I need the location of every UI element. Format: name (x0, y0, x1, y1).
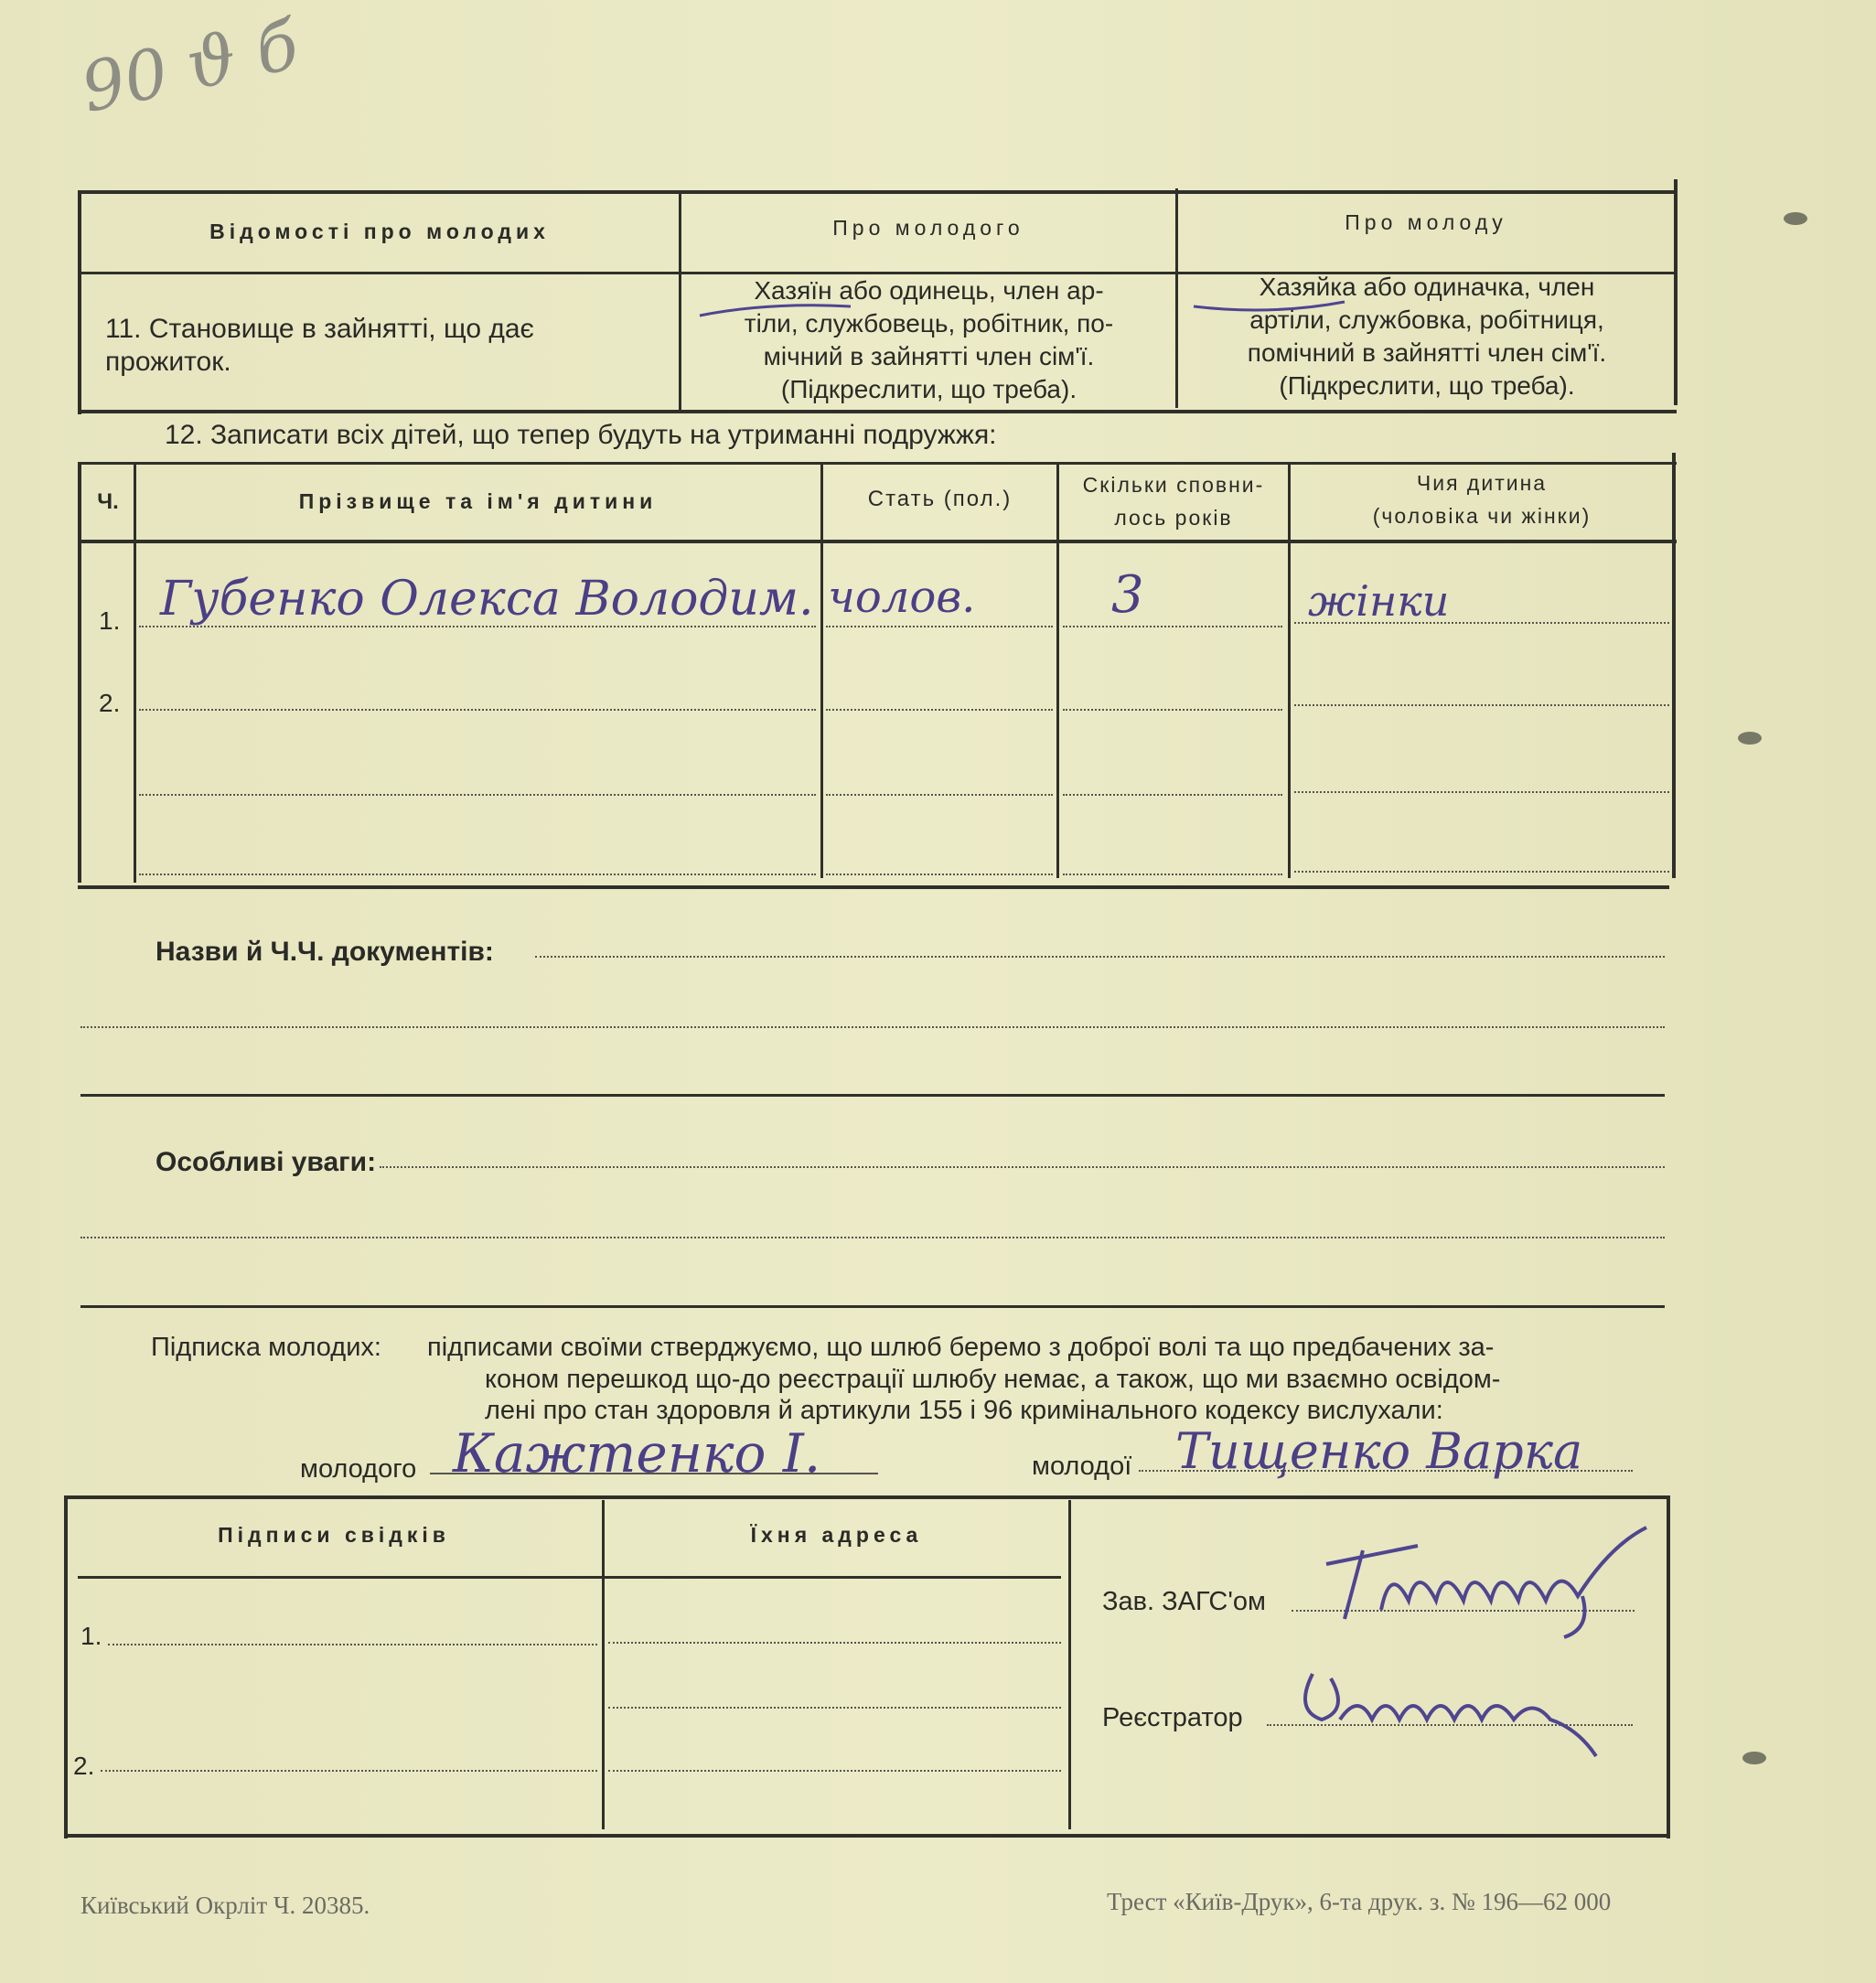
header-info-about-couple: Відомості про молодих (209, 220, 550, 243)
documents-line (535, 956, 1665, 958)
witnesses-signatures-header: Підписи свідків (218, 1523, 450, 1547)
col-name-header: Прізвище та ім'я дитини (298, 489, 658, 513)
punch-hole (1784, 212, 1807, 225)
zags-head-signature (1308, 1509, 1674, 1646)
col-number-header: Ч. (97, 489, 119, 514)
declaration-line-3: лені про стан здоровля й артикули 155 і 96 кримінального кодексу вислухали: (485, 1396, 1443, 1425)
documents-label: Назви й Ч.Ч. документів: (155, 937, 494, 967)
child-name-entry: Губенко Олекса Володим. (160, 572, 814, 627)
remarks-line (380, 1166, 1665, 1168)
bride-occupation-options: Хазяйка або одиначка, член артіли, службовка, робітниця, помічний в зайнятті член сім'ї. (Підкреслити, що треба). (1247, 273, 1607, 400)
child-whose-entry: жінки (1308, 576, 1450, 626)
registrar-signature (1285, 1656, 1633, 1774)
groom-signature-label: молодого (300, 1454, 417, 1484)
col-whose-header: Чия дитина (чоловіка чи жінки) (1372, 471, 1592, 528)
footer-printer: Трест «Київ-Друк», 6-та друк. з. № 196—62 000 (1107, 1888, 1612, 1915)
groom-signature: Кажтенко І. (453, 1422, 821, 1485)
punch-hole (1742, 1752, 1766, 1764)
witnesses-address-header: Їхня адреса (750, 1523, 923, 1547)
pencil-mark: 90 ϑ б (74, 5, 306, 128)
witness-number: 2. (73, 1752, 95, 1780)
bride-underline-mark (1189, 288, 1354, 325)
row-number: 1. (99, 606, 121, 635)
declaration-lead: Підписка молодих: (151, 1333, 381, 1362)
col-sex-header: Стать (пол.) (867, 487, 1013, 511)
row-number: 2. (99, 689, 121, 717)
row-11-label: 11. Становище в зайнятті, що дає прожиток. (105, 314, 534, 377)
groom-underline-mark (695, 293, 860, 329)
header-about-bride: Про молоду (1345, 210, 1507, 234)
witness-number: 1. (80, 1622, 102, 1650)
col-age-header: Скільки сповни- лось років (1082, 473, 1265, 530)
children-intro: 12. Записати всіх дітей, що тепер будуть на утриманні подружжя: (165, 420, 997, 450)
declaration-line-1: підписами своїми стверджуємо, що шлюб беремо з доброї волі та що предбачених за- (427, 1333, 1495, 1362)
bride-signature: Тищенко Варка (1175, 1422, 1583, 1480)
registrar-label: Реєстратор (1102, 1703, 1243, 1732)
groom-occupation-options: Хазяїн або одинець, член ар- тіли, службовець, робітник, по- мічний в зайнятті член сім'ї. (Підкреслити, що треба). (744, 276, 1114, 403)
bride-signature-label: молодої (1032, 1452, 1132, 1481)
declaration-line-2: коном перешкод що-до реєстрації шлюбу немає, а також, що ми взаємно освідом- (485, 1365, 1501, 1394)
header-about-groom: Про молодого (832, 216, 1024, 240)
zags-head-label: Зав. ЗАГС'ом (1102, 1587, 1266, 1616)
footer-censor-number: Київський Окрліт Ч. 20385. (80, 1892, 370, 1919)
child-sex-entry: чолов. (828, 572, 976, 623)
punch-hole (1738, 732, 1762, 745)
remarks-label: Особливі уваги: (155, 1147, 377, 1177)
child-age-entry: 3 (1111, 565, 1144, 625)
